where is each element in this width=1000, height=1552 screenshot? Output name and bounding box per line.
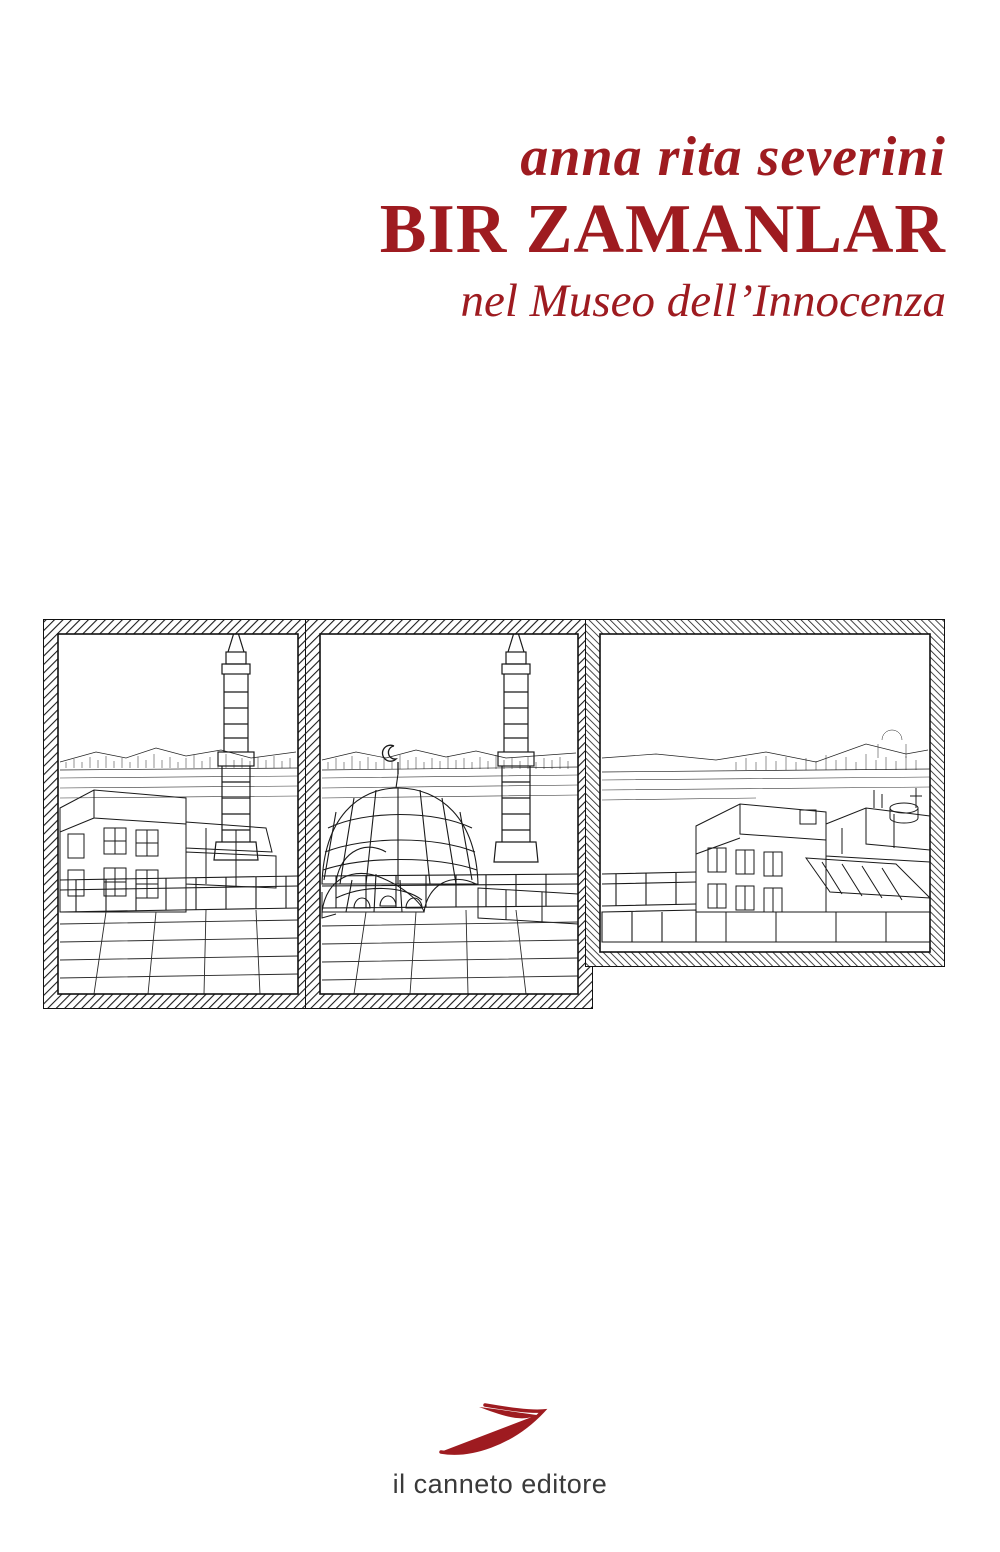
publisher-name: il canneto editore bbox=[392, 1469, 608, 1499]
canneto-swoosh-logo bbox=[425, 1397, 575, 1459]
istanbul-window-view-line-drawing bbox=[36, 612, 952, 1024]
author-name: anna rita severini bbox=[520, 126, 946, 188]
title-block bbox=[266, 128, 946, 328]
publisher-block bbox=[0, 1397, 1000, 1500]
window-frame-center-pane bbox=[306, 620, 592, 1008]
window-frame-left-pane bbox=[44, 620, 312, 1008]
cover-illustration bbox=[36, 612, 952, 1024]
subtitle: nel Museo dell’Innocenza bbox=[460, 275, 946, 328]
page-title: BIR ZAMANLAR bbox=[379, 190, 946, 268]
window-frame-right-pane bbox=[586, 620, 944, 966]
